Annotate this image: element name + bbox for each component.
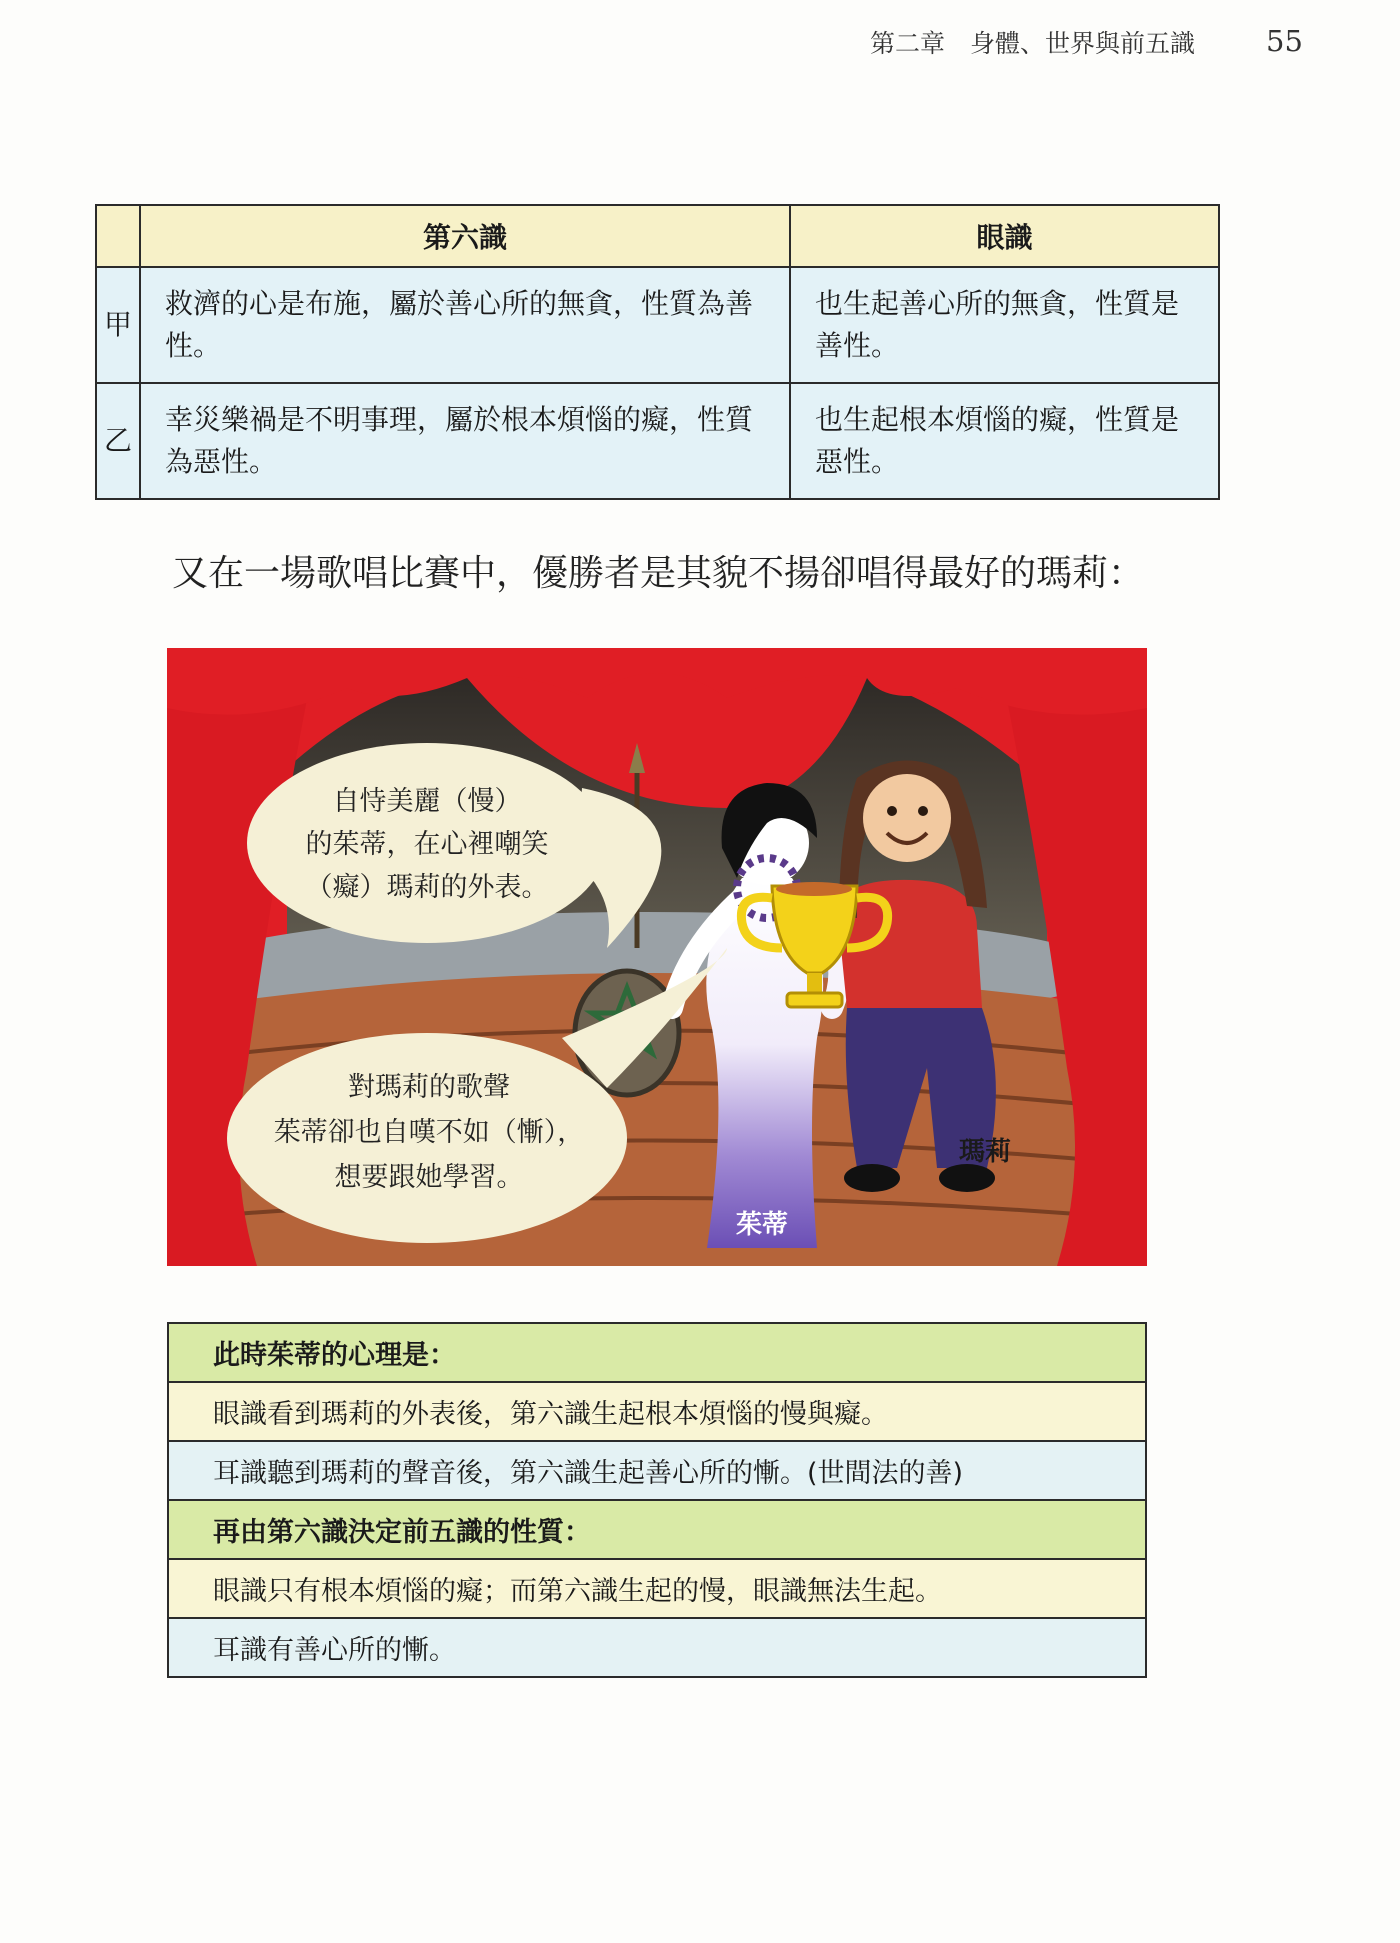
corner-cell — [96, 205, 140, 267]
table-row — [168, 1559, 1146, 1618]
analysis-text: 眼識只有根本煩惱的癡；而第六識生起的慢，眼識無法生起。 — [168, 1559, 1146, 1618]
intro-sentence: 又在一場歌唱比賽中，優勝者是其貌不揚卻唱得最好的瑪莉： — [172, 553, 1145, 594]
table-header-row — [96, 205, 1219, 267]
table-row — [168, 1618, 1146, 1677]
bubble2-line2: 茱蒂卻也自嘆不如（慚）， — [273, 1117, 585, 1148]
running-header — [870, 24, 1310, 64]
page-number: 55 — [1266, 24, 1303, 58]
mary-right-shoe — [939, 1164, 995, 1192]
analysis-text: 耳識聽到瑪莉的聲音後，第六識生起善心所的慚。(世間法的善) — [168, 1441, 1146, 1500]
analysis-text: 眼識看到瑪莉的外表後，第六識生起根本煩惱的慢與癡。 — [168, 1382, 1146, 1441]
table-row — [96, 267, 1219, 383]
analysis-text: 耳識有善心所的慚。 — [168, 1618, 1146, 1677]
sixth-consciousness-cell: 幸災樂禍是不明事理，屬於根本煩惱的癡，性質為惡性。 — [140, 383, 790, 499]
bubble1-line1: 自恃美麗（慢） — [332, 786, 522, 817]
bubble1-line2: 的茱蒂，在心裡嘲笑 — [305, 829, 549, 860]
table-row — [168, 1382, 1146, 1441]
analysis-heading-row — [168, 1500, 1146, 1559]
bubble2-line1: 對瑪莉的歌聲 — [348, 1072, 510, 1103]
row-label: 甲 — [96, 267, 140, 383]
analysis-heading-row — [168, 1323, 1146, 1382]
bubble2-line3: 想要跟她學習。 — [334, 1162, 524, 1193]
row-label: 乙 — [96, 383, 140, 499]
analysis-table — [167, 1322, 1147, 1678]
stage-scene — [167, 648, 1147, 1266]
table-row — [96, 383, 1219, 499]
mary-left-shoe — [844, 1164, 900, 1192]
mary-name-label: 瑪莉 — [958, 1137, 1012, 1167]
sixth-consciousness-cell: 救濟的心是布施，屬於善心所的無貪，性質為善性。 — [140, 267, 790, 383]
mary-right-eye — [918, 806, 928, 816]
analysis-heading: 再由第六識決定前五識的性質： — [168, 1500, 1146, 1559]
column-header-eye-consciousness: 眼識 — [790, 205, 1219, 267]
mary-left-eye — [887, 806, 897, 816]
bubble1-line3: （癡）瑪莉的外表。 — [305, 872, 549, 903]
column-header-sixth-consciousness: 第六識 — [140, 205, 790, 267]
analysis-heading: 此時茱蒂的心理是： — [168, 1323, 1146, 1382]
mary-face — [863, 774, 951, 862]
table-row — [168, 1441, 1146, 1500]
stage-illustration — [167, 648, 1147, 1266]
judy-name-label: 茱蒂 — [735, 1210, 789, 1240]
comparison-table — [95, 204, 1220, 500]
eye-consciousness-cell: 也生起根本煩惱的癡，性質是惡性。 — [790, 383, 1219, 499]
eye-consciousness-cell: 也生起善心所的無貪，性質是善性。 — [790, 267, 1219, 383]
chapter-title: 第二章 身體、世界與前五識 — [870, 29, 1196, 58]
